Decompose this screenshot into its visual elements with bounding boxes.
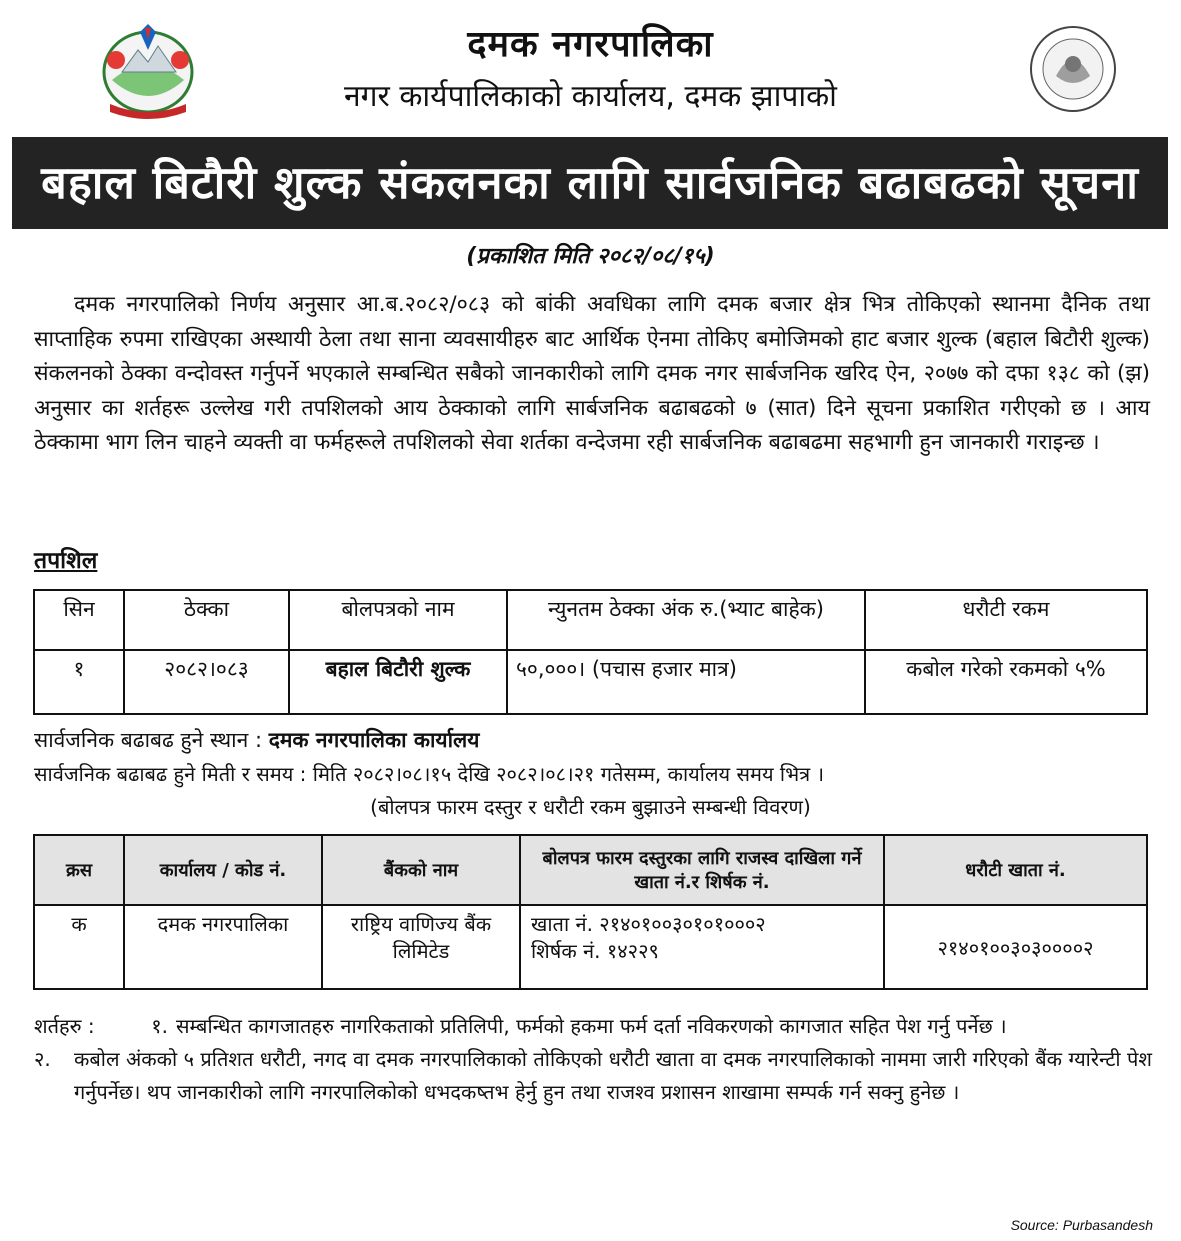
table-row <box>34 905 1147 989</box>
condition-text: सम्बन्धित कागजातहरु नागरिकताको प्रतिलिपी, फर्मको हकमा फर्म दर्ता नविकरणको कागजात सहित पेश गर्नु पर्नेछ । <box>176 1014 1007 1038</box>
office-subtitle: नगर कार्यपालिकाको कार्यालय, दमक झापाको <box>344 79 837 114</box>
cell-sn: क <box>34 905 124 989</box>
col-header-revenue-account: बोलपत्र फारम दस्तुरका लागि राजस्व दाखिला गर्ने खाता नं.र शिर्षक नं. <box>520 835 884 905</box>
cell-deposit-account: २१४०१००३०३००००२ <box>884 905 1147 989</box>
col-header-tender-name: बोलपत्रको नाम <box>289 590 507 650</box>
cell-deposit: कबोल गरेको रकमको ५% <box>865 650 1147 714</box>
auction-venue <box>34 726 479 754</box>
col-header-sn: क्रस <box>34 835 124 905</box>
col-header-min-amount: न्युनतम ठेक्का अंक रु.(भ्याट बाहेक) <box>507 590 865 650</box>
table-header-row <box>34 835 1147 905</box>
municipality-seal-icon <box>1028 24 1118 114</box>
contract-table <box>33 589 1148 715</box>
source-credit: Source: Purbasandesh <box>1010 1217 1153 1233</box>
intro-paragraph: दमक नगरपालिको निर्णय अनुसार आ.ब.२०८२/०८३ को बांकी अवधिका लागि दमक बजार क्षेत्र भित्र तोकिएको स्थानमा दैनिक तथा साप्ताहिक रुपमा राखिएका अस्थायी ठेला तथा साना व्यवसायीहरु बाट आर्थिक ऐनमा तोकिए बमोजिमको हाट बजार शुल्क (बहाल बिटौरी शुल्क) संकलनको ठेक्का वन्दोवस्त गर्नुपर्ने भएकाले सम्बन्धित सबैको जानकारीको लागि दमक नगर सार्बजनिक खरिद ऐन, २०७७ को दफा १३८ को (झ) अनुसार का शर्तहरू उल्लेख गरी तपशिलको आय ठेक्काको लागि सार्बजनिक बढाबढको ७ (सात) दिने सूचना प्रकाशित गरीएको छ । आय ठेक्कामा भाग लिन चाहने व्यक्ती वा फर्महरूले तपशिलको सेवा शर्तका वन्देजमा रही सार्बजनिक बढाबढमा सहभागी हुन जानकारी गराइन्छ । <box>34 292 1150 455</box>
fee-details-heading: (बोलपत्र फारम दस्तुर र धरौटी रकम बुझाउने सम्बन्धी विवरण) <box>370 795 811 819</box>
col-header-contract: ठेक्का <box>124 590 289 650</box>
cell-office: दमक नगरपालिका <box>124 905 322 989</box>
condition-number: १. <box>151 1014 168 1038</box>
col-header-deposit-account: धरौटी खाता नं. <box>884 835 1147 905</box>
condition-item <box>34 1010 1152 1043</box>
col-header-bank: बैंकको नाम <box>322 835 520 905</box>
publish-date: (प्रकाशित मिति २०८२/०८/१५) <box>466 244 715 269</box>
details-heading: तपशिल <box>34 548 98 574</box>
bank-details-table <box>33 834 1148 990</box>
conditions-label: शर्तहरु : <box>34 1014 95 1038</box>
cell-revenue-account <box>520 905 884 989</box>
cell-bank: राष्ट्रिय वाणिज्य बैंक लिमिटेड <box>322 905 520 989</box>
cell-min-amount: ५०,०००। (पचास हजार मात्र) <box>507 650 865 714</box>
cell-sn: १ <box>34 650 124 714</box>
account-number: खाता नं. २१४०१००३०१०१०००२ <box>531 912 766 936</box>
table-header-row <box>34 590 1147 650</box>
col-header-sn: सिन <box>34 590 124 650</box>
municipality-title: दमक नगरपालिका <box>467 24 714 65</box>
cell-contract: २०८२।०८३ <box>124 650 289 714</box>
venue-label: सार्वजनिक बढाबढ हुने स्थान : <box>34 728 269 752</box>
condition-item <box>34 1043 1152 1109</box>
cell-tender-name: बहाल बिटौरी शुल्क <box>289 650 507 714</box>
notice-banner: बहाल बिटौरी शुल्क संकलनका लागि सार्वजनिक बढाबढको सूचना <box>12 137 1168 229</box>
table-row <box>34 650 1147 714</box>
auction-datetime: सार्वजनिक बढाबढ हुने मिती र समय : मिति २०८२।०८।१५ देखि २०८२।०८।२१ गतेसम्म, कार्यालय समय भित्र । <box>34 762 825 786</box>
conditions-section <box>34 1010 1152 1109</box>
col-header-deposit: धरौटी रकम <box>865 590 1147 650</box>
condition-number: २. <box>34 1047 51 1071</box>
col-header-office: कार्यालय / कोड नं. <box>124 835 322 905</box>
venue-value: दमक नगरपालिका कार्यालय <box>268 728 480 752</box>
condition-text: कबोल अंकको ५ प्रतिशत धरौटी, नगद वा दमक नगरपालिकाको तोकिएको धरौटी खाता वा दमक नगरपालिकाको नाममा जारी गरिएको बैंक ग्यारेन्टी पेश गर्नुपर्नेछ। थप जानकारीको लागि नगरपालिकोको धभदकष्तभ हेर्नु हुन तथा राजश्व प्रशासन शाखामा सम्पर्क गर्न सक्नु हुनेछ । <box>74 1047 1152 1104</box>
heading-number: शिर्षक नं. १४२२९ <box>531 939 659 963</box>
